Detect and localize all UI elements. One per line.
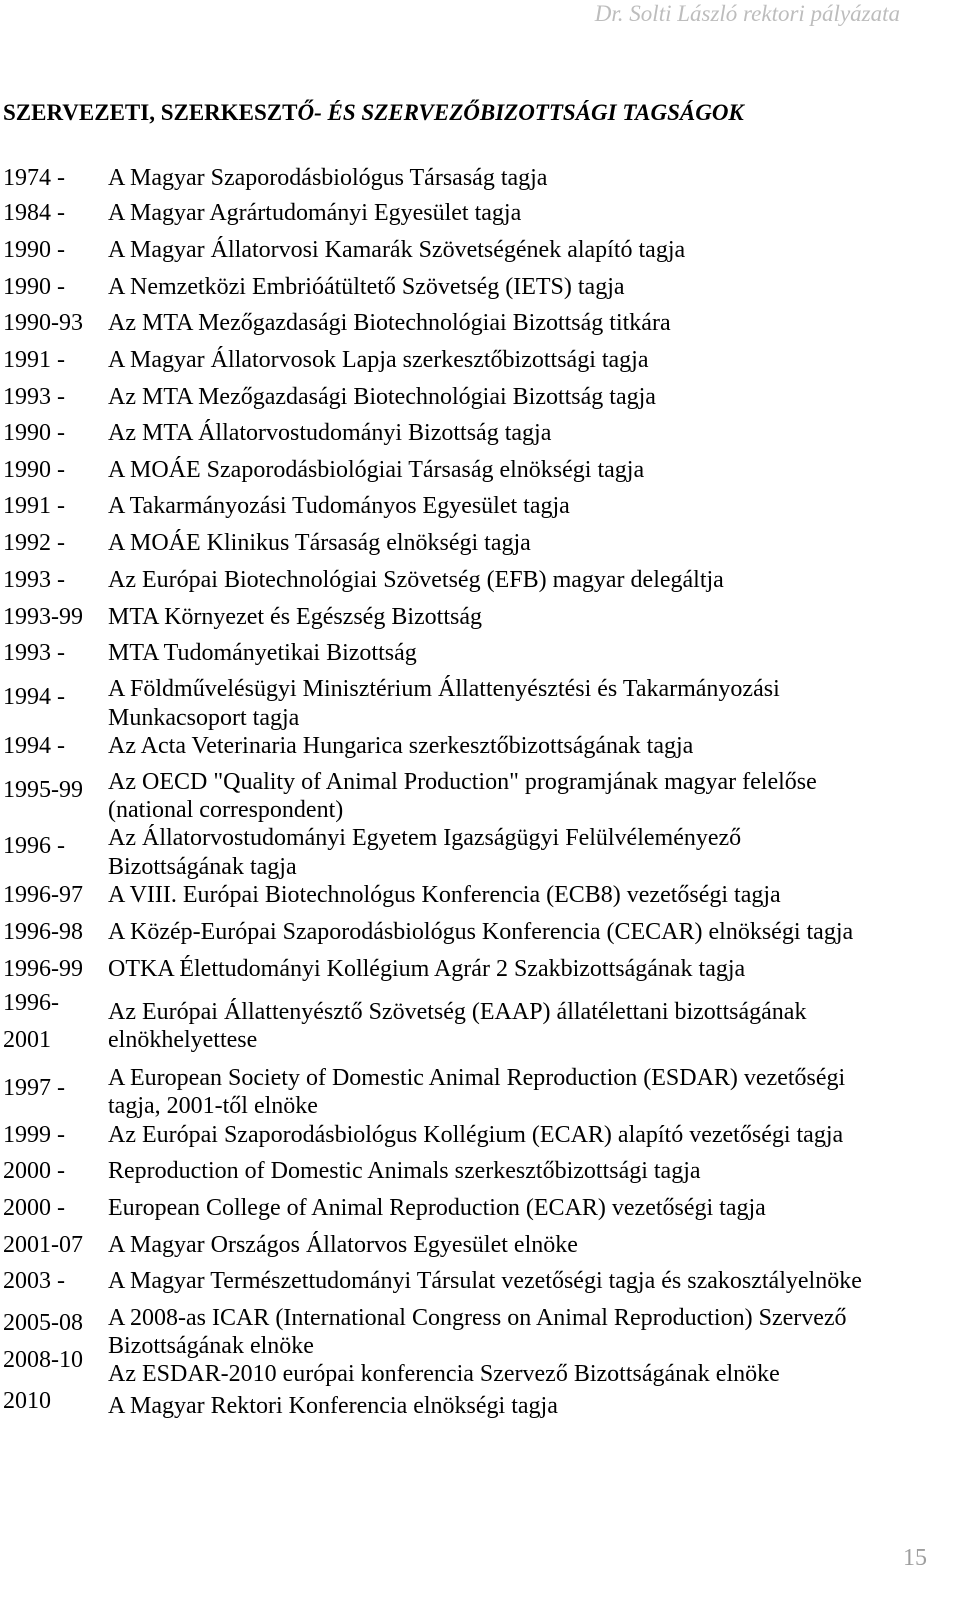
membership-description: A Közép-Európai Szaporodásbiológus Konferencia (CECAR) elnökségi tagja bbox=[108, 919, 854, 945]
membership-description: A Magyar Állatorvosok Lapja szerkesztőbizottsági tagja bbox=[108, 347, 649, 373]
membership-period: 2001 bbox=[3, 1027, 51, 1053]
membership-description: Munkacsoport tagja bbox=[108, 705, 300, 731]
membership-period: 1991 - bbox=[3, 347, 65, 373]
membership-period: 1993 - bbox=[3, 384, 65, 410]
membership-description: Az Európai Állattenyésztő Szövetség (EAAP) állatélettani bizottságának bbox=[108, 999, 807, 1025]
membership-period: 1994 - bbox=[3, 684, 65, 710]
section-title-upright: SZERVEZETI, SZERKESZT bbox=[3, 100, 298, 125]
membership-description: MTA Környezet és Egészség Bizottság bbox=[108, 604, 482, 630]
membership-description: A Magyar Országos Állatorvos Egyesület elnöke bbox=[108, 1232, 578, 1258]
membership-description: A Földművelésügyi Minisztérium Állattenyésztési és Takarmányozási bbox=[108, 676, 780, 702]
membership-period: 1990 - bbox=[3, 457, 65, 483]
membership-period: 1997 - bbox=[3, 1075, 65, 1101]
membership-description: Az MTA Mezőgazdasági Biotechnológiai Bizottság titkára bbox=[108, 310, 671, 336]
membership-description: Az Acta Veterinaria Hungarica szerkesztőbizottságának tagja bbox=[108, 733, 694, 759]
membership-period: 1996-97 bbox=[3, 882, 83, 908]
membership-period: 1996 - bbox=[3, 833, 65, 859]
page-number: 15 bbox=[903, 1545, 927, 1571]
membership-description: OTKA Élettudományi Kollégium Agrár 2 Szakbizottságának tagja bbox=[108, 956, 746, 982]
membership-description: tagja, 2001-től elnöke bbox=[108, 1093, 318, 1119]
membership-description: Az Európai Biotechnológiai Szövetség (EFB) magyar delegáltja bbox=[108, 567, 724, 593]
membership-description: A Nemzetközi Embrióátültető Szövetség (IETS) tagja bbox=[108, 274, 625, 300]
membership-description: Reproduction of Domestic Animals szerkesztőbizottsági tagja bbox=[108, 1158, 701, 1184]
membership-description: A MOÁE Klinikus Társaság elnökségi tagja bbox=[108, 530, 531, 556]
membership-description: Az ESDAR-2010 európai konferencia Szervező Bizottságának elnöke bbox=[108, 1361, 780, 1387]
membership-period: 2005-08 bbox=[3, 1310, 83, 1336]
membership-description: A VIII. Európai Biotechnológus Konferencia (ECB8) vezetőségi tagja bbox=[108, 882, 781, 908]
membership-period: 1994 - bbox=[3, 733, 65, 759]
membership-description: Bizottságának elnöke bbox=[108, 1333, 314, 1359]
membership-description: (national correspondent) bbox=[108, 797, 344, 823]
membership-description: A Magyar Szaporodásbiológus Társaság tagja bbox=[108, 165, 548, 191]
membership-description: MTA Tudományetikai Bizottság bbox=[108, 640, 417, 666]
membership-description: Bizottságának tagja bbox=[108, 854, 297, 880]
running-header: Dr. Solti László rektori pályázata bbox=[594, 1, 900, 26]
membership-period: 1990 - bbox=[3, 237, 65, 263]
membership-period: 1999 - bbox=[3, 1122, 65, 1148]
section-title-italic: Ő- ÉS SZERVEZŐBIZOTTSÁGI TAGSÁGOK bbox=[297, 100, 744, 125]
membership-period: 1993 - bbox=[3, 567, 65, 593]
membership-description: A Magyar Természettudományi Társulat vezetőségi tagja és szakosztályelnöke bbox=[108, 1268, 862, 1294]
membership-description: A Takarmányozási Tudományos Egyesület tagja bbox=[108, 493, 570, 519]
membership-period: 2003 - bbox=[3, 1268, 65, 1294]
membership-description: A Magyar Állatorvosi Kamarák Szövetségének alapító tagja bbox=[108, 237, 686, 263]
membership-period: 1995-99 bbox=[3, 777, 83, 803]
membership-period: 1996- bbox=[3, 990, 59, 1016]
membership-description: A 2008-as ICAR (International Congress on Animal Reproduction) Szervező bbox=[108, 1305, 847, 1331]
membership-period: 1993 - bbox=[3, 640, 65, 666]
membership-period: 1984 - bbox=[3, 200, 65, 226]
membership-description: Az Állatorvostudományi Egyetem Igazságügyi Felülvéleményező bbox=[108, 825, 742, 851]
membership-period: 1990-93 bbox=[3, 310, 83, 336]
membership-description: elnökhelyettese bbox=[108, 1027, 258, 1053]
membership-period: 2008-10 bbox=[3, 1347, 83, 1373]
membership-description: Az OECD "Quality of Animal Production" programjának magyar felelőse bbox=[108, 769, 817, 795]
membership-description: A European Society of Domestic Animal Reproduction (ESDAR) vezetőségi bbox=[108, 1065, 846, 1091]
membership-period: 1974 - bbox=[3, 165, 65, 191]
section-title bbox=[3, 99, 744, 127]
membership-description: Az MTA Állatorvostudományi Bizottság tagja bbox=[108, 420, 552, 446]
membership-period: 1990 - bbox=[3, 274, 65, 300]
membership-description: A Magyar Agrártudományi Egyesület tagja bbox=[108, 200, 522, 226]
membership-description: European College of Animal Reproduction (ECAR) vezetőségi tagja bbox=[108, 1195, 766, 1221]
membership-description: Az Európai Szaporodásbiológus Kollégium (ECAR) alapító vezetőségi tagja bbox=[108, 1122, 844, 1148]
membership-period: 2010 bbox=[3, 1388, 51, 1414]
membership-period: 1991 - bbox=[3, 493, 65, 519]
membership-period: 2001-07 bbox=[3, 1232, 83, 1258]
membership-period: 1993-99 bbox=[3, 604, 83, 630]
membership-period: 2000 - bbox=[3, 1195, 65, 1221]
membership-period: 1996-99 bbox=[3, 956, 83, 982]
membership-period: 1996-98 bbox=[3, 919, 83, 945]
membership-period: 1992 - bbox=[3, 530, 65, 556]
membership-description: Az MTA Mezőgazdasági Biotechnológiai Bizottság tagja bbox=[108, 384, 656, 410]
membership-period: 2000 - bbox=[3, 1158, 65, 1184]
membership-description: A MOÁE Szaporodásbiológiai Társaság elnökségi tagja bbox=[108, 457, 645, 483]
membership-period: 1990 - bbox=[3, 420, 65, 446]
membership-description: A Magyar Rektori Konferencia elnökségi tagja bbox=[108, 1393, 558, 1419]
